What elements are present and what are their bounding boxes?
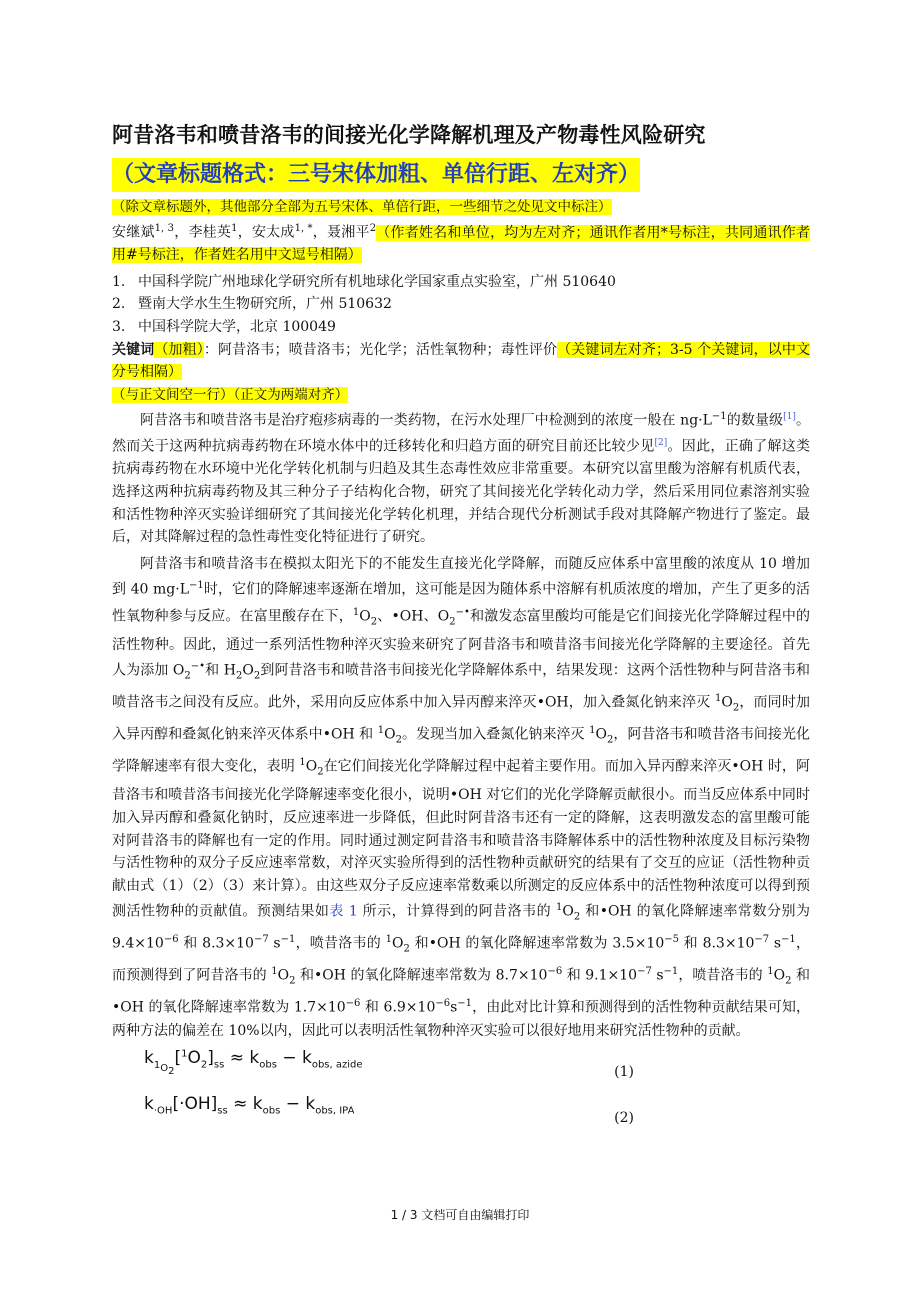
equation-1-formula: $k_{1_{O_2}}[^1O_2]_{ss} \approx k_{obs} - k_{obs, azide}$: [144, 1048, 363, 1077]
author-line: 安继斌$^{1, 3}$，李桂英$^1$，安太成$^{1, *}$，聂湘平$^2$（作者姓名和单位，均为左对齐；通讯作者用*号标注，共同通讯作者用#号标注，作者姓名用中文逗号相隔）: [112, 223, 811, 264]
affiliation-item: 1. 中国科学院广州地球化学研究所有机地球化学国家重点实验室，广州 510640: [112, 273, 616, 290]
keywords-label: 关键词: [112, 341, 155, 358]
author-format-note: （作者姓名和单位，均为左对齐；通讯作者用*号标注，共同通讯作者用#号标注，作者姓名用中文逗号相隔）: [112, 224, 811, 264]
author-name: 安继斌: [112, 224, 155, 241]
affiliation-item: 2. 暨南大学水生生物研究所，广州 510632: [112, 296, 392, 313]
equation-2-formula: $k_{\cdot OH}[\cdot OH]_{ss} \approx k_{obs} - k_{obs, IPA}$: [144, 1094, 355, 1117]
spacing-note: （与正文间空一行）（正文为两端对齐）: [112, 386, 349, 403]
paragraph-1: 阿昔洛韦和喷昔洛韦是治疗疱疹病毒的一类药物，在污水处理厂中检测到的浓度一般在 $ng\cdot L^{-1}$的数量级[1]。然而关于这两种抗病毒药物在环境水体中的迁移转化和归趋方面的研究目前还比较少见[2]。因此，正确了解这类抗病毒药物在水环境中光化学转化机制与归趋及其生态毒性效应非常重要。本研究以富里酸为溶解有机质代表，选择这两种抗病毒药物及其三种分子子结构化合物，研究了其间接光化学转化动力学，然后采用同位素溶剂实验和活性物种淬灭实验详细研究了其间接光化学转化机理，并结合现代分析测试手段对其降解产物进行了鉴定。最后，对其降解过程的急性毒性变化特征进行了研究。: [112, 410, 811, 546]
affiliation-item: 3. 中国科学院大学，北京 100049: [112, 319, 336, 336]
keywords-format-note: （关键词左对齐；3-5 个关键词，以中文分号相隔）: [112, 341, 811, 381]
keywords-text: ：阿昔洛韦；喷昔洛韦；光化学；活性氧物种；毒性评价: [203, 341, 558, 358]
keywords-line: [112, 339, 810, 384]
equation-1-number: (1): [614, 1064, 634, 1081]
equation-1: [112, 1042, 810, 1088]
author-name: 李桂英: [188, 224, 232, 241]
author-name: 聂湘平: [327, 224, 370, 241]
citation-1[interactable]: [1]: [783, 411, 796, 422]
keywords-label-note: （加粗）: [154, 341, 204, 358]
title-format-note: （文章标题格式：三号宋体加粗、单倍行距、左对齐）: [112, 158, 640, 192]
format-note: （除文章标题外，其他部分全部为五号宋体、单倍行距，一些细节之处见文中标注）: [112, 199, 612, 215]
equation-2-number: (2): [614, 1110, 634, 1127]
paragraph-2: 阿昔洛韦和喷昔洛韦在模拟太阳光下的不能发生直接光化学降解，而随反应体系中富里酸的浓度从 10 增加到 40 $mg\cdot L^{-1}$时，它们的降解速率逐渐在增加，这可能是因为随体系中溶解有机质浓度的增加，产生了更多的活性氧物种参与反应。在富里酸存在下，$^1O_2$、•OH、$O_2^{-•}$和激发态富里酸均可能是它们间接光化学降解过程中的活性物种。因此，通过一系列活性物种淬灭实验来研究了阿昔洛韦和喷昔洛韦间接光化学降解的主要途径。首先人为添加 $O_2^{-•}$和 $H_2O_2$到阿昔洛韦和喷昔洛韦间接光化学降解体系中，结果发现：这两个活性物种与阿昔洛韦和喷昔洛韦之间没有反应。此外，采用向反应体系中加入异丙醇来淬灭•OH，加入叠氮化钠来淬灭 $^1O_2$，而同时加入异丙醇和叠氮化钠来淬灭体系中•OH 和 $^1O_2$。发现当加入叠氮化钠来淬灭 $^1O_2$，阿昔洛韦和喷昔洛韦间接光化学降解速率有很大变化，表明 $^1O_2$在它们间接光化学降解过程中起着主要作用。而加入异丙醇来淬灭•OH 时，阿昔洛韦和喷昔洛韦间接光化学降解速率变化很小，说明•OH 对它们的光化学降解贡献很小。而当反应体系中同时加入异丙醇和叠氮化钠时，反应速率进一步降低，但此时阿昔洛韦还有一定的降解，这表明激发态的富里酸可能对阿昔洛韦的降解也有一定的作用。同时通过测定阿昔洛韦和喷昔洛韦降解体系中的活性物种浓度及目标污染物与活性物种的双分子反应速率常数，对淬灭实验所得到的活性物种贡献研究的结果有了交互的应证（活性物种贡献由式（1）（2）（3）来计算）。由这些双分子反应速率常数乘以所测定的反应体系中的活性物种浓度可以得到预测活性物种的贡献值。预测结果如表 1 所示，计算得到的阿昔洛韦的 $^1O_2$ 和•OH 的氧化降解速率常数分别为 $9.4\times 10^{-6}$ 和 $8.3\times 10^{-7}$ $s^{-1}$，喷昔洛韦的 $^1O_2$ 和•OH 的氧化降解速率常数为 $3.5\times 10^{-5}$ 和 $8.3\times 10^{-7}$ $s^{-1}$，而预测得到了阿昔洛韦的 $^1O_2$ 和•OH 的氧化降解速率常数为 $8.7\times 10^{-6}$ 和 $9.1\times 10^{-7}$ $s^{-1}$，喷昔洛韦的 $^1O_2$ 和•OH 的氧化降解速率常数为 $1.7\times 10^{-6}$ 和 $6.9\times 10^{-6}s^{-1}$，由此对比计算和预测得到的活性物种贡献结果可知，两种方法的偏差在 10%以内，因此可以表明活性氧物种淬灭实验可以很好地用来研究活性物种的贡献。: [112, 555, 811, 1039]
page-footer: 1 / 3 文档可自由编辑打印: [390, 1208, 530, 1222]
equation-2: [112, 1088, 810, 1134]
table-1-link[interactable]: 表 1: [329, 903, 358, 920]
affiliation-list: [112, 271, 810, 339]
citation-2[interactable]: [2]: [654, 438, 668, 449]
paper-title: 阿昔洛韦和喷昔洛韦的间接光化学降解机理及产物毒性风险研究: [112, 123, 706, 147]
author-name: 安太成: [251, 224, 295, 241]
document-content: [112, 118, 810, 1134]
